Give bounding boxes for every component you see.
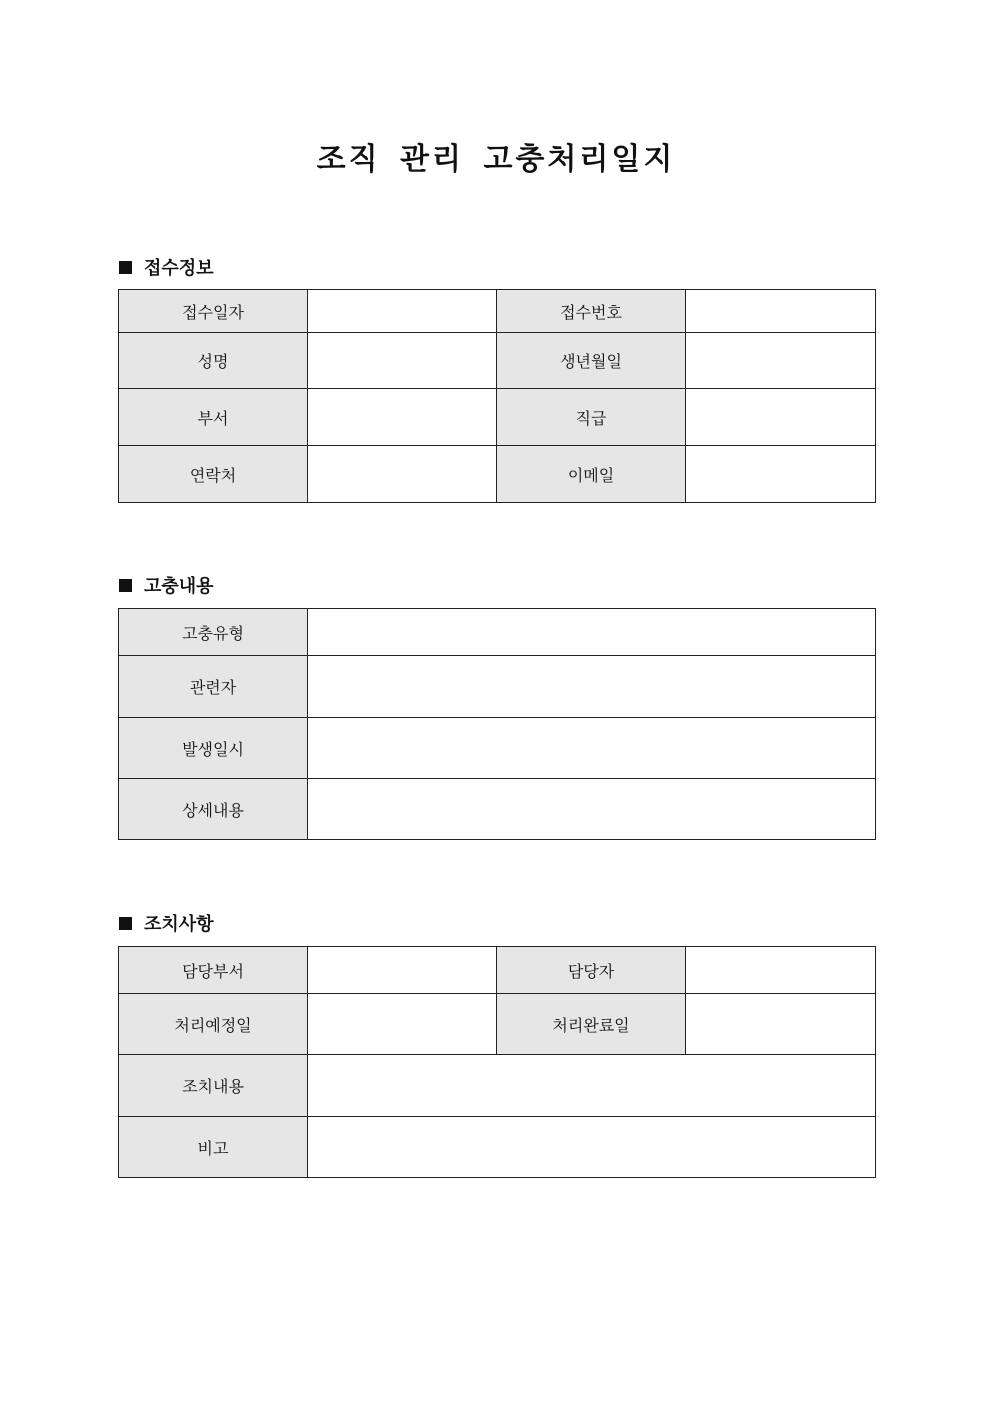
table-row	[119, 333, 876, 389]
grievance-type-field[interactable]	[308, 609, 876, 656]
label-scheduled-date: 처리예정일	[119, 994, 308, 1055]
section-heading-actions	[119, 910, 214, 936]
remarks-field[interactable]	[308, 1117, 876, 1178]
table-row	[119, 656, 876, 718]
table-row	[119, 1055, 876, 1117]
label-person-in-charge: 담당자	[497, 947, 686, 994]
label-remarks: 비고	[119, 1117, 308, 1178]
label-occurrence-datetime: 발생일시	[119, 718, 308, 779]
receipt-date-field[interactable]	[308, 290, 497, 333]
label-details: 상세내용	[119, 779, 308, 840]
section-heading-label: 접수정보	[144, 258, 214, 279]
square-bullet-icon	[119, 917, 132, 930]
label-related-person: 관련자	[119, 656, 308, 718]
square-bullet-icon	[119, 579, 132, 592]
table-row	[119, 779, 876, 840]
label-responsible-department: 담당부서	[119, 947, 308, 994]
table-row	[119, 290, 876, 333]
reception-info-table	[118, 289, 876, 503]
grievance-content-table	[118, 608, 876, 840]
contact-field[interactable]	[308, 446, 497, 503]
details-field[interactable]	[308, 779, 876, 840]
label-email: 이메일	[497, 446, 686, 503]
table-row	[119, 389, 876, 446]
department-field[interactable]	[308, 389, 497, 446]
email-field[interactable]	[686, 446, 876, 503]
person-in-charge-field[interactable]	[686, 947, 876, 994]
label-contact: 연락처	[119, 446, 308, 503]
label-name: 성명	[119, 333, 308, 389]
section-heading-grievance	[119, 572, 214, 598]
position-field[interactable]	[686, 389, 876, 446]
label-position: 직급	[497, 389, 686, 446]
label-receipt-number: 접수번호	[497, 290, 686, 333]
label-birth-date: 생년월일	[497, 333, 686, 389]
label-grievance-type: 고충유형	[119, 609, 308, 656]
section-heading-label: 조치사항	[144, 914, 214, 935]
scheduled-date-field[interactable]	[308, 994, 497, 1055]
label-receipt-date: 접수일자	[119, 290, 308, 333]
related-person-field[interactable]	[308, 656, 876, 718]
table-row	[119, 1117, 876, 1178]
occurrence-datetime-field[interactable]	[308, 718, 876, 779]
receipt-number-field[interactable]	[686, 290, 876, 333]
page-title: 조직 관리 고충처리일지	[316, 142, 676, 177]
action-taken-table	[118, 946, 876, 1178]
label-completion-date: 처리완료일	[497, 994, 686, 1055]
label-action-details: 조치내용	[119, 1055, 308, 1117]
label-department: 부서	[119, 389, 308, 446]
section-heading-label: 고충내용	[144, 576, 214, 597]
square-bullet-icon	[119, 261, 132, 274]
responsible-department-field[interactable]	[308, 947, 497, 994]
completion-date-field[interactable]	[686, 994, 876, 1055]
name-field[interactable]	[308, 333, 497, 389]
table-row	[119, 947, 876, 994]
action-details-field[interactable]	[308, 1055, 876, 1117]
table-row	[119, 609, 876, 656]
birth-date-field[interactable]	[686, 333, 876, 389]
table-row	[119, 718, 876, 779]
table-row	[119, 446, 876, 503]
table-row	[119, 994, 876, 1055]
section-heading-reception	[119, 254, 214, 280]
